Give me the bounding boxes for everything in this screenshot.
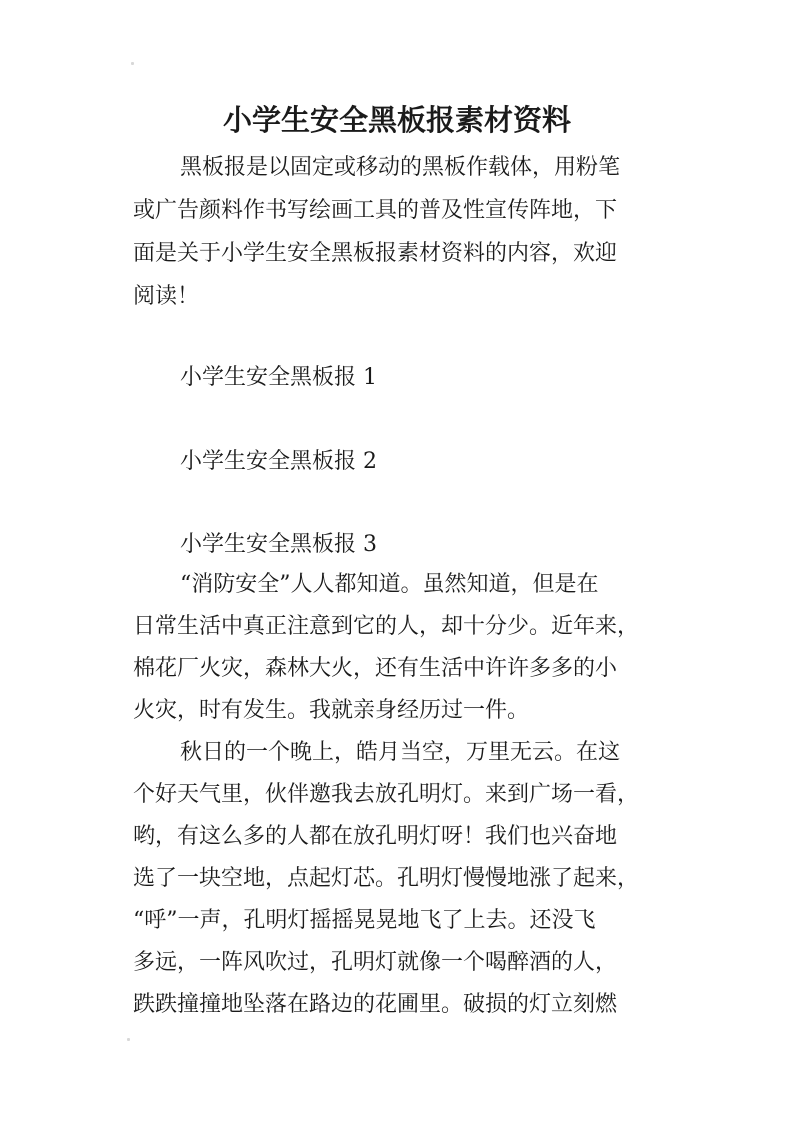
intro-line: 或广告颜料作书写绘画工具的普及性宣传阵地，下 [133, 198, 618, 223]
paragraph-line: 多远，一阵风吹过，孔明灯就像一个喝醉酒的人， [133, 950, 618, 975]
intro-line: 面是关于小学生安全黑板报素材资料的内容，欢迎 [133, 241, 618, 266]
paragraph-line: 哟，有这么多的人都在放孔明灯呀！我们也兴奋地 [133, 824, 618, 849]
intro-line: 阅读！ [133, 284, 200, 309]
paragraph-line: “消防安全”人人都知道。虽然知道，但是在 [180, 572, 599, 597]
paragraph-line: 日常生活中真正注意到它的人，却十分少。近年来， [133, 614, 640, 639]
paragraph-line: 选了一块空地，点起灯芯。孔明灯慢慢地涨了起来， [133, 866, 640, 891]
paragraph-line: 火灾，时有发生。我就亲身经历过一件。 [133, 698, 530, 723]
document-title: 小学生安全黑板报素材资料 [222, 103, 571, 137]
section-heading-2: 小学生安全黑板报 2 [180, 449, 377, 474]
section-heading-1: 小学生安全黑板报 1 [180, 365, 377, 390]
paragraph-line: 跌跌撞撞地坠落在路边的花圃里。破损的灯立刻燃 [133, 992, 618, 1017]
section-heading-3: 小学生安全黑板报 3 [180, 532, 377, 557]
scan-speck [131, 62, 134, 65]
scan-speck [127, 1038, 130, 1041]
paragraph-line: 秋日的一个晚上，皓月当空，万里无云。在这 [180, 740, 621, 765]
paragraph-line: “呼”一声，孔明灯摇摇晃晃地飞了上去。还没飞 [133, 908, 596, 933]
paragraph-line: 棉花厂火灾，森林大火，还有生活中许许多多的小 [133, 656, 618, 681]
intro-line: 黑板报是以固定或移动的黑板作载体，用粉笔 [180, 155, 621, 180]
paragraph-line: 个好天气里，伙伴邀我去放孔明灯。来到广场一看， [133, 782, 640, 807]
